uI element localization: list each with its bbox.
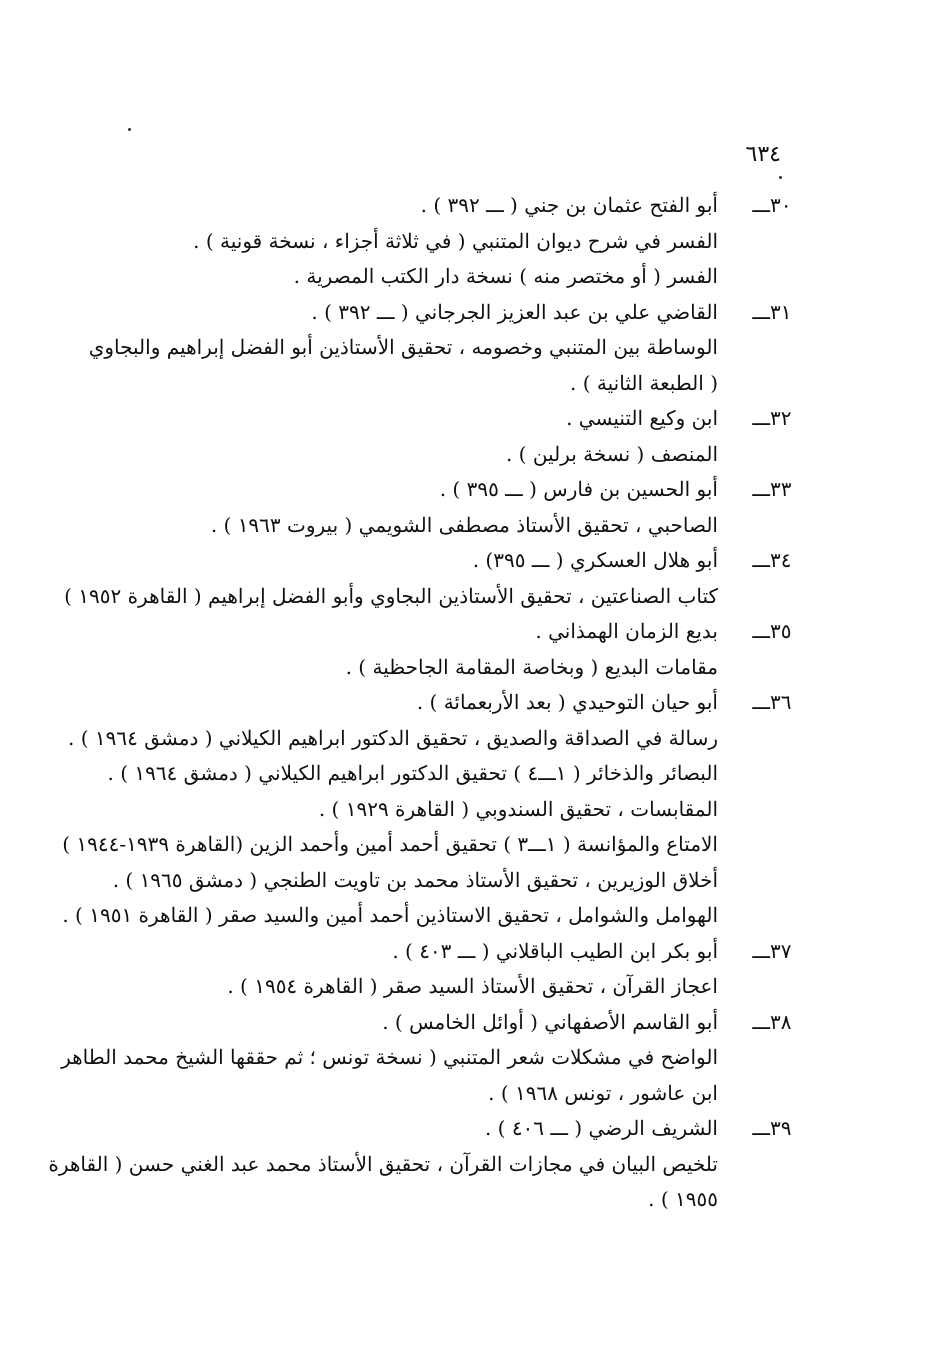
work-line: الهوامل والشوامل ، تحقيق الاستاذين أحمد أمين والسيد صقر ( القاهرة ١٩٥١ ) . — [62, 903, 718, 927]
author-name: أبو الحسين بن فارس ( ـــ ٣٩٥ ) . — [439, 477, 718, 501]
entry-heading — [96, 188, 792, 224]
entry-heading — [96, 1111, 792, 1147]
work-line: مقامات البديع ( وبخاصة المقامة الجاحظية ) . — [345, 654, 718, 679]
speck — [128, 128, 131, 131]
entry-number: ٣٩ — [770, 1116, 792, 1140]
work-line: المنصف ( نسخة برلين ) . — [505, 441, 718, 466]
entry-number: ٣٨ — [770, 1009, 792, 1034]
entry-number: ٣٣ — [770, 477, 792, 501]
work-line: ابن عاشور ، تونس ١٩٦٨ ) . — [488, 1080, 718, 1105]
entry-number: ٣٤ — [770, 548, 792, 572]
work-line: ١٩٥٥ ) . — [648, 1187, 718, 1211]
entry-number: ٣٠ — [770, 193, 792, 217]
work-line: المقابسات ، تحقيق السندوبي ( القاهرة ١٩٢٩ ) . — [318, 796, 718, 821]
entry-heading — [96, 685, 792, 721]
author-name: أبو هلال العسكري ( ـــ ٣٩٥) . — [472, 548, 718, 572]
entry-heading — [96, 934, 792, 970]
work-line: الفسر في شرح ديوان المتنبي ( في ثلاثة أجزاء ، نسخة قونية ) . — [193, 228, 718, 253]
entry-dash: ـــ — [752, 299, 770, 324]
work-line: كتاب الصناعتين ، تحقيق الأستاذين البجاوي وأبو الفضل إبراهيم ( القاهرة ١٩٥٢ ) — [64, 583, 718, 608]
work-line: الصاحبي ، تحقيق الأستاذ مصطفى الشويمي ( بيروت ١٩٦٣ ) . — [210, 512, 718, 537]
bibliography-list — [48, 188, 792, 1218]
work-line: رسالة في الصداقة والصديق ، تحقيق الدكتور ابراهيم الكيلاني ( دمشق ١٩٦٤ ) . — [68, 725, 718, 750]
work-line: الامتاع والمؤانسة ( ١ـــ٣ ) تحقيق أحمد أمين وأحمد الزين (القاهرة ١٩٣٩-١٩٤٤ ) — [62, 832, 718, 856]
entry-number: ٣٢ — [770, 406, 792, 430]
work-line: الوساطة بين المتنبي وخصومه ، تحقيق الأستاذين أبو الفضل إبراهيم والبجاوي — [88, 335, 718, 359]
author-name: أبو بكر ابن الطيب الباقلاني ( ـــ ٤٠٣ ) . — [392, 938, 718, 963]
entry-dash: ـــ — [752, 938, 770, 963]
speck — [779, 176, 782, 179]
entry-dash: ـــ — [752, 406, 770, 430]
entry-dash: ـــ — [752, 619, 770, 643]
entry-dash: ـــ — [752, 477, 770, 501]
work-line: اعجاز القرآن ، تحقيق الأستاذ السيد صقر ( القاهرة ١٩٥٤ ) . — [227, 974, 718, 998]
work-line: الواضح في مشكلات شعر المتنبي ( نسخة تونس ؛ ثم حققها الشيخ محمد الطاهر — [61, 1045, 718, 1069]
work-line: الفسر ( أو مختصر منه ) نسخة دار الكتب المصرية . — [293, 264, 718, 288]
entry-number: ٣٧ — [770, 938, 792, 963]
author-name: أبو حيان التوحيدي ( بعد الأربعمائة ) . — [416, 690, 718, 714]
author-name: أبو القاسم الأصفهاني ( أوائل الخامس ) . — [382, 1009, 718, 1034]
work-line: ( الطبعة الثانية ) . — [570, 370, 718, 395]
author-name: القاضي علي بن عبد العزيز الجرجاني ( ـــ ٣٩٢ ) . — [311, 299, 718, 324]
author-name: بديع الزمان الهمذاني . — [535, 619, 718, 643]
work-line: أخلاق الوزيرين ، تحقيق الأستاذ محمد بن تاويت الطنجي ( دمشق ١٩٦٥ ) . — [112, 867, 718, 892]
work-line: البصائر والذخائر ( ١ـــ٤ ) تحقيق الدكتور ابراهيم الكيلاني ( دمشق ١٩٦٤ ) . — [107, 761, 718, 785]
entry-dash: ـــ — [752, 193, 770, 217]
entry-heading — [96, 472, 792, 508]
page-number: ٦٣٤ — [745, 142, 781, 167]
author-name: الشريف الرضي ( ـــ ٤٠٦ ) . — [484, 1116, 718, 1140]
entry-dash: ـــ — [752, 1116, 770, 1140]
entry-heading — [96, 543, 792, 579]
entry-heading — [96, 401, 792, 437]
entry-heading — [96, 614, 792, 650]
entry-dash: ـــ — [752, 548, 770, 572]
entry-heading — [96, 1005, 792, 1041]
entry-number: ٣٥ — [770, 619, 792, 643]
work-line: تلخيص البيان في مجازات القرآن ، تحقيق الأستاذ محمد عبد الغني حسن ( القاهرة — [48, 1151, 718, 1176]
entry-number: ٣٦ — [770, 690, 792, 714]
entry-number: ٣١ — [770, 299, 792, 324]
author-name: أبو الفتح عثمان بن جني ( ـــ ٣٩٢ ) . — [420, 193, 718, 217]
author-name: ابن وكيع التنيسي . — [566, 406, 718, 430]
entry-dash: ـــ — [752, 690, 770, 714]
entry-heading — [96, 295, 792, 331]
entry-dash: ـــ — [752, 1009, 770, 1034]
